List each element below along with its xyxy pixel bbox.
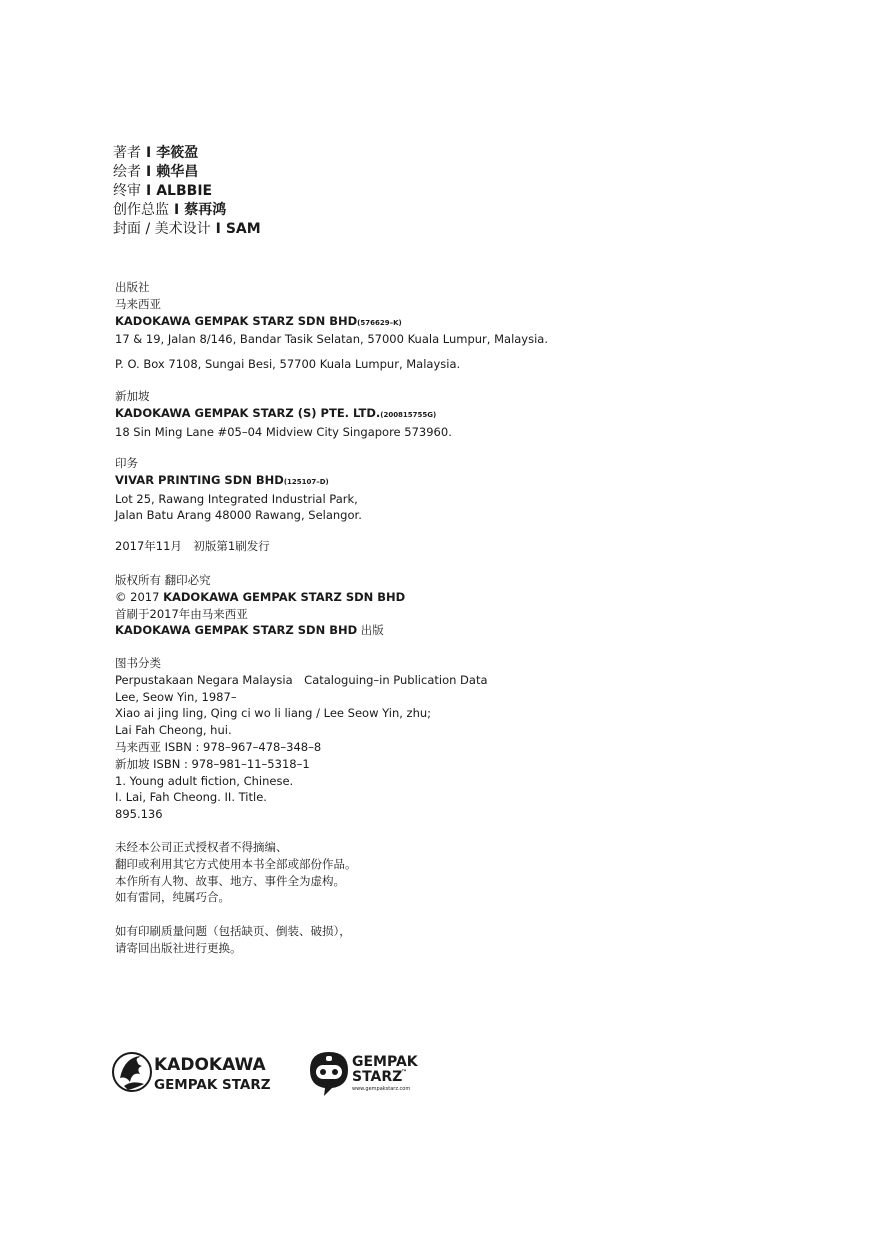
credit-separator: I [174, 202, 180, 218]
credits-block [113, 144, 261, 239]
gempak-logo-tm: ™ [401, 1069, 407, 1076]
credit-value: ALBBIE [156, 183, 213, 199]
catalog-line: 1. Young adult fiction, Chinese. [115, 773, 294, 788]
publisher-singapore-company: KADOKAWA GEMPAK STARZ (S) PTE. LTD. [115, 405, 381, 420]
credit-final-review [113, 182, 261, 201]
credit-value: 李筱盈 [156, 145, 199, 161]
publisher-malaysia-company-line [115, 313, 548, 332]
credit-label: 创作总监 [113, 202, 169, 218]
gempak-starz-logo [308, 1048, 428, 1098]
credit-label: 著者 [113, 145, 141, 161]
credit-cover-design [113, 220, 261, 239]
copyright-company-2: KADOKAWA GEMPAK STARZ SDN BHD [115, 623, 358, 638]
printing-address2: Jalan Batu Arang 48000 Rawang, Selangor. [115, 508, 362, 523]
copyright-block [115, 572, 405, 639]
catalog-line: Xiao ai jing ling, Qing ci wo li liang / Lee Seow Yin, zhu; [115, 706, 432, 721]
credit-value: SAM [225, 221, 261, 237]
catalog-block [115, 655, 488, 823]
catalog-heading: 图书分类 [115, 656, 161, 670]
credit-label: 终审 [113, 183, 141, 199]
copyright-line3: 首刷于2017年由马来西亚 [115, 606, 248, 621]
credit-separator: I [146, 164, 152, 180]
kadokawa-logo-line1: KADOKAWA [154, 1055, 266, 1075]
gempak-logo-url: www.gempakstarz.com [352, 1086, 411, 1092]
notice-line: 未经本公司正式授权者不得摘编、 [115, 840, 288, 854]
publisher-malaysia-reg: (576629–K) [357, 318, 402, 327]
publisher-heading: 出版社 [115, 280, 150, 294]
credit-separator: I [146, 183, 152, 199]
credit-label: 封面 / 美术设计 [113, 221, 211, 237]
publisher-singapore-reg: (200815755G) [380, 410, 437, 419]
printing-block [115, 455, 362, 524]
notice-line: 翻印或利用其它方式使用本书全部或部份作品。 [115, 856, 357, 871]
catalog-line: Perpustakaan Negara Malaysia Cataloguing–in Publication Data [115, 672, 488, 687]
catalog-line: Lai Fah Cheong, hui. [115, 723, 232, 738]
credit-value: 蔡再鸿 [184, 202, 227, 218]
credit-separator: I [215, 221, 221, 237]
catalog-line: 马来西亚 ISBN : 978–967–478–348–8 [115, 739, 322, 754]
catalog-line: Lee, Seow Yin, 1987– [115, 689, 237, 704]
credit-author [113, 144, 261, 163]
catalog-line: 新加坡 ISBN : 978–981–11–5318–1 [115, 756, 310, 771]
credit-value: 赖华昌 [156, 164, 199, 180]
printing-address1: Lot 25, Rawang Integrated Industrial Park, [115, 491, 358, 506]
publisher-malaysia-address1: 17 & 19, Jalan 8/146, Bandar Tasik Selatan, 57000 Kuala Lumpur, Malaysia. [115, 332, 549, 347]
reprint-line: 请寄回出版社进行更换。 [115, 940, 242, 955]
notice-line: 本作所有人物、故事、地方、事件全为虚构。 [115, 873, 345, 888]
gempak-logo-line2: STARZ [352, 1069, 403, 1085]
publisher-singapore-block [115, 388, 452, 440]
publisher-malaysia-address2: P. O. Box 7108, Sungai Besi, 57700 Kuala Lumpur, Malaysia. [115, 357, 461, 372]
phoenix-emblem-icon [113, 1053, 151, 1091]
publisher-singapore-label: 新加坡 [115, 389, 150, 403]
printing-reg: (125107–D) [283, 477, 329, 486]
publisher-malaysia-label: 马来西亚 [115, 296, 161, 311]
credit-label: 绘者 [113, 164, 141, 180]
publisher-singapore-address: 18 Sin Ming Lane #05–04 Midview City Singapore 573960. [115, 424, 452, 439]
edition-line: 2017年11月 初版第1刷发行 [115, 539, 270, 553]
reprint-line: 如有印刷质量问题（包括缺页、倒装、破损）， [115, 924, 351, 938]
reprint-block [115, 923, 351, 957]
copyright-line2 [115, 589, 405, 606]
copyright-line1: 版权所有 翻印必究 [115, 573, 211, 587]
copyright-prefix: © 2017 [115, 589, 164, 604]
kadokawa-logo-line2: GEMPAK STARZ [154, 1077, 271, 1093]
kadokawa-gempak-starz-logo [112, 1048, 282, 1096]
printing-company-line [115, 472, 362, 491]
publisher-block [115, 279, 548, 373]
mascot-face-icon [310, 1052, 348, 1096]
credit-creative-director [113, 201, 261, 220]
catalog-line: I. Lai, Fah Cheong. II. Title. [115, 790, 267, 805]
catalog-line: 895.136 [115, 807, 163, 822]
copyright-company: KADOKAWA GEMPAK STARZ SDN BHD [163, 589, 406, 604]
copyright-line4 [115, 622, 405, 639]
printing-heading: 印务 [115, 456, 138, 470]
printing-company: VIVAR PRINTING SDN BHD [115, 472, 284, 487]
copyright-suffix: 出版 [357, 623, 384, 638]
notice-line: 如有雷同，纯属巧合。 [115, 890, 230, 905]
gempak-logo-line1: GEMPAK [352, 1054, 418, 1070]
publisher-singapore-company-line [115, 405, 452, 424]
publisher-malaysia-company: KADOKAWA GEMPAK STARZ SDN BHD [115, 313, 358, 328]
credit-separator: I [146, 145, 152, 161]
notice-block [115, 839, 357, 906]
credit-illustrator [113, 163, 261, 182]
